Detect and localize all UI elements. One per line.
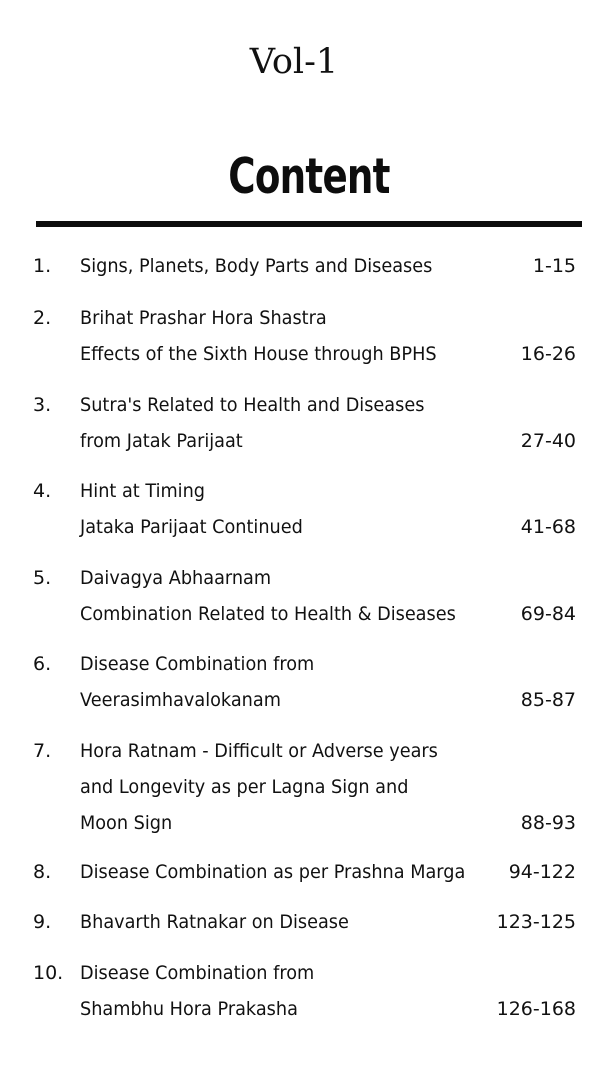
toc-entry-title-line: from Jatak Parijaat	[80, 430, 243, 452]
toc-entry-title-line: Veerasimhavalokanam	[80, 689, 281, 711]
toc-entry-title-line: Hint at Timing	[80, 480, 206, 502]
toc-entry-title-line: Bhavarth Ratnakar on Disease	[80, 911, 349, 933]
toc-entry-pages: 27-40	[520, 430, 576, 452]
toc-entry-title-line: Brihat Prashar Hora Shastra	[80, 307, 327, 329]
toc-entry-title-line: Shambhu Hora Prakasha	[80, 998, 298, 1020]
toc-entry-number: 4.	[33, 480, 52, 502]
toc-entry-pages: 41-68	[520, 516, 576, 538]
toc-entry-title-line: Signs, Planets, Body Parts and Diseases	[80, 255, 433, 277]
toc-entry-pages: 85-87	[520, 689, 576, 711]
toc-entry-number: 1.	[33, 255, 52, 277]
toc-entry-pages: 123-125	[496, 911, 576, 933]
toc-entry-pages: 88-93	[520, 812, 576, 834]
page-title: Content	[228, 148, 390, 205]
toc-entry-number: 6.	[33, 653, 52, 675]
toc-entry-number: 8.	[33, 861, 52, 883]
toc-entry-pages: 126-168	[496, 998, 576, 1020]
toc-entry-title-line: Jataka Parijaat Continued	[80, 516, 303, 538]
toc-entry-title-line: Moon Sign	[80, 812, 173, 834]
toc-entry-title-line: Combination Related to Health & Diseases	[80, 603, 456, 625]
toc-entry-title-line: Disease Combination from	[80, 962, 315, 984]
toc-entry-pages: 69-84	[520, 603, 576, 625]
toc-entry-number: 7.	[33, 740, 52, 762]
toc-entry-title-line: Disease Combination as per Prashna Marga	[80, 861, 466, 883]
toc-entry-number: 9.	[33, 911, 52, 933]
toc-entry-title-line: Hora Ratnam - Difficult or Adverse years	[80, 740, 438, 762]
toc-entry-pages: 94-122	[508, 861, 576, 883]
toc-entry-title-line: Effects of the Sixth House through BPHS	[80, 343, 437, 365]
toc-entry-number: 2.	[33, 307, 52, 329]
toc-entry-title-line: and Longevity as per Lagna Sign and	[80, 776, 409, 798]
toc-entry-title-line: Daivagya Abhaarnam	[80, 567, 272, 589]
toc-entry-number: 3.	[33, 394, 52, 416]
toc-entry-pages: 1-15	[532, 255, 576, 277]
toc-entry-number: 5.	[33, 567, 52, 589]
toc-entry-title-line: Disease Combination from	[80, 653, 315, 675]
toc-entry-pages: 16-26	[520, 343, 576, 365]
toc-entry-number: 10.	[33, 962, 64, 984]
volume-label: Vol-1	[249, 42, 339, 82]
toc-entry-title-line: Sutra's Related to Health and Diseases	[80, 394, 425, 416]
